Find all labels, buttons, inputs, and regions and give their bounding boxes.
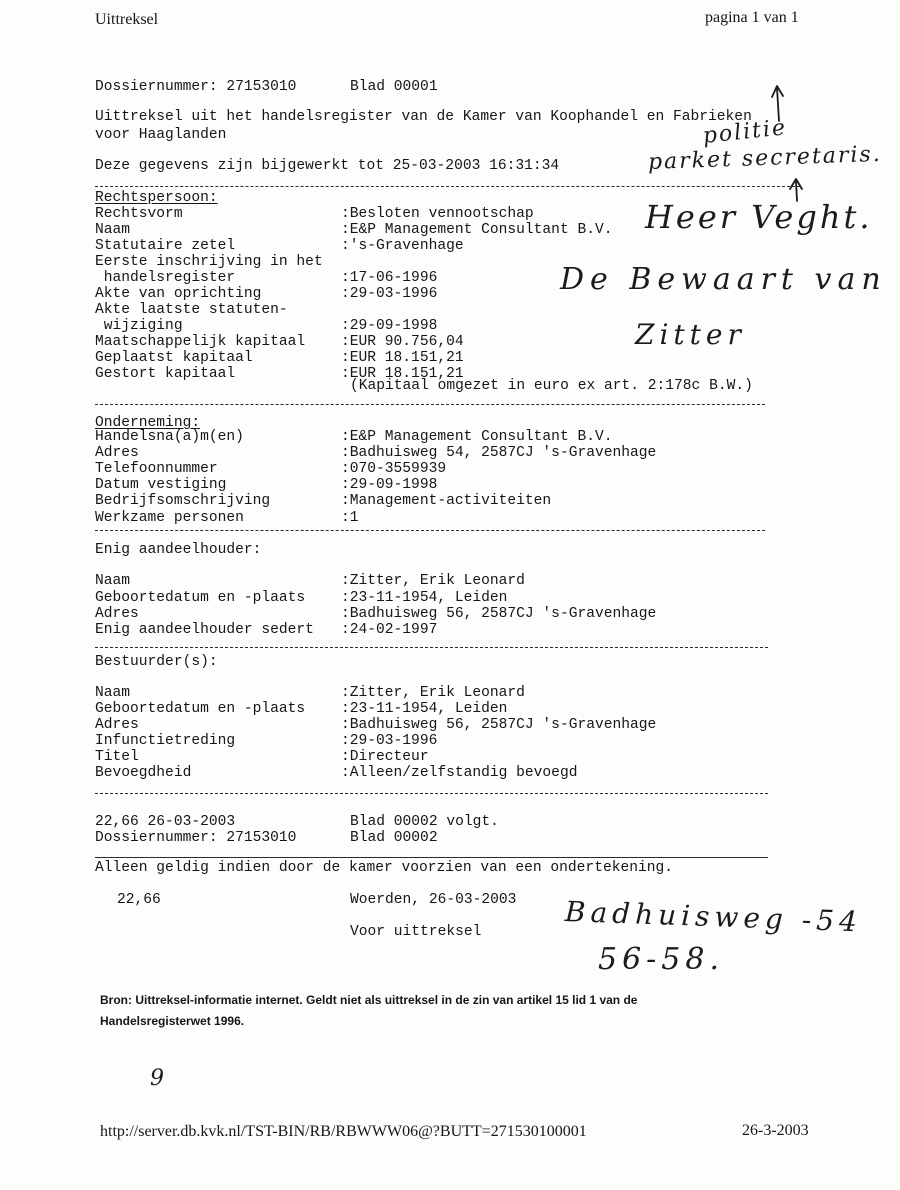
field-label: Akte laatste statuten- — [95, 302, 288, 318]
field-row — [0, 717, 900, 733]
field-label: wijziging — [95, 318, 183, 334]
place-date: Woerden, 26-03-2003 — [350, 892, 517, 908]
updated-text: Deze gegevens zijn bijgewerkt tot 25-03-2003 16:31:34 — [95, 158, 560, 174]
heading-text: Rechtspersoon: — [95, 190, 218, 206]
handwritten-note-politie: politie — [701, 115, 789, 149]
field-label: Rechtsvorm — [95, 206, 183, 222]
handwritten-note-zitter: Zitter — [635, 318, 746, 351]
print-header-title: Uittreksel — [95, 11, 159, 28]
field-value: :Directeur — [341, 749, 429, 765]
field-value: :29-03-1996 — [341, 733, 438, 749]
field-value: :24-02-1997 — [341, 622, 438, 638]
field-row — [0, 765, 900, 781]
field-value: :29-03-1996 — [341, 286, 438, 302]
field-value: :Badhuisweg 56, 2587CJ 's-Gravenhage — [341, 717, 657, 733]
handwritten-note-heer: Heer Veght. — [645, 198, 873, 236]
field-row — [0, 477, 900, 493]
field-label: Bedrijfsomschrijving — [95, 493, 271, 509]
field-row — [0, 238, 900, 254]
print-footer-date: 26-3-2003 — [742, 1122, 809, 1139]
section-heading-bestuurders — [0, 654, 900, 670]
handwritten-note-parket: parket secretaris. — [647, 141, 883, 175]
field-label: Adres — [95, 717, 139, 733]
field-row — [0, 429, 900, 445]
handwritten-page-mark: 9 — [150, 1066, 164, 1091]
field-row — [0, 334, 900, 350]
field-value: :E&P Management Consultant B.V. — [341, 429, 613, 445]
print-header-page-indicator: pagina 1 van 1 — [705, 9, 799, 26]
up-arrow-head-2 — [790, 179, 802, 189]
field-label: Naam — [95, 573, 131, 589]
extract-title-text-1: Uittreksel uit het handelsregister van de Kamer van Koophandel en Fabrieken — [95, 109, 752, 125]
heading-text: Enig aandeelhouder: — [95, 542, 262, 558]
handwritten-note-numbers: 56-58. — [598, 942, 725, 977]
extract-title-text-2: voor Haaglanden — [95, 127, 227, 143]
field-row — [0, 590, 900, 606]
field-row — [0, 733, 900, 749]
capital-note — [0, 378, 900, 394]
field-row — [0, 510, 900, 526]
field-label: Datum vestiging — [95, 477, 227, 493]
handwritten-note-address: Badhuisweg -54 — [564, 895, 863, 939]
field-value: :Badhuisweg 54, 2587CJ 's-Gravenhage — [341, 445, 657, 461]
field-row — [0, 445, 900, 461]
field-label: Eerste inschrijving in het — [95, 254, 323, 270]
section-divider — [95, 793, 768, 794]
field-label: Werkzame personen — [95, 510, 244, 526]
cost-amount: 22,66 — [117, 892, 161, 908]
field-label: Adres — [95, 606, 139, 622]
field-row — [0, 622, 900, 638]
validity-line — [0, 860, 900, 876]
field-value: :17-06-1996 — [341, 270, 438, 286]
field-value: :29-09-1998 — [341, 318, 438, 334]
signature-caption: Voor uittreksel — [350, 924, 482, 940]
field-value: :EUR 18.151,21 — [341, 350, 464, 366]
field-value: :Besloten vennootschap — [341, 206, 534, 222]
field-label: Maatschappelijk kapitaal — [95, 334, 306, 350]
dossier-line — [0, 79, 900, 95]
blad-number: Blad 00001 — [350, 79, 438, 95]
field-value: :23-11-1954, Leiden — [341, 701, 508, 717]
field-row — [0, 461, 900, 477]
blad-number: Blad 00002 — [350, 830, 438, 846]
field-label: Adres — [95, 445, 139, 461]
field-label: Gestort kapitaal — [95, 366, 236, 382]
field-label: Akte van oprichting — [95, 286, 262, 302]
field-row — [0, 701, 900, 717]
section-divider — [95, 404, 765, 405]
dossier-number: Dossiernummer: 27153010 — [95, 79, 297, 95]
field-label: Naam — [95, 222, 131, 238]
heading-text: Onderneming: — [95, 415, 201, 431]
field-label: Handelsna(a)m(en) — [95, 429, 244, 445]
field-row — [0, 493, 900, 509]
field-label: handelsregister — [95, 270, 236, 286]
field-label: Geboortedatum en -plaats — [95, 701, 306, 717]
field-value: :23-11-1954, Leiden — [341, 590, 508, 606]
field-label: Enig aandeelhouder sedert — [95, 622, 314, 638]
field-label: Geboortedatum en -plaats — [95, 590, 306, 606]
heading-text: Bestuurder(s): — [95, 654, 218, 670]
field-value: :Zitter, Erik Leonard — [341, 573, 525, 589]
next-page-notice: Blad 00002 volgt. — [350, 814, 499, 830]
source-notice-line-2: Handelsregisterwet 1996. — [100, 1014, 245, 1028]
field-row — [0, 573, 900, 589]
dossier-line-bottom — [0, 830, 900, 846]
field-row — [0, 318, 900, 334]
field-value: :Zitter, Erik Leonard — [341, 685, 525, 701]
field-label: Naam — [95, 685, 131, 701]
validity-text: Alleen geldig indien door de kamer voorzien van een ondertekening. — [95, 860, 674, 876]
field-label: Telefoonnummer — [95, 461, 218, 477]
print-footer-url: http://server.db.kvk.nl/TST-BIN/RB/RBWWW06@?BUTT=271530100001 — [100, 1123, 587, 1140]
field-label: Statutaire zetel — [95, 238, 236, 254]
capital-note-text: (Kapitaal omgezet in euro ex art. 2:178c B.W.) — [350, 378, 753, 394]
section-divider — [95, 647, 768, 648]
field-value: :'s-Gravenhage — [341, 238, 464, 254]
field-value: :EUR 18.151,21 — [341, 366, 464, 382]
section-divider — [95, 186, 800, 187]
field-label: Titel — [95, 749, 139, 765]
section-divider — [95, 857, 768, 858]
field-value: :1 — [341, 510, 359, 526]
section-divider — [95, 530, 765, 531]
source-notice-line-1: Bron: Uittreksel-informatie internet. Geldt niet als uittreksel in de zin van artikel 15 lid 1 van de — [100, 993, 638, 1007]
field-value: :EUR 90.756,04 — [341, 334, 464, 350]
section-heading-aandeelhouder — [0, 542, 900, 558]
field-value: :E&P Management Consultant B.V. — [341, 222, 613, 238]
field-row — [0, 302, 900, 318]
field-row — [0, 350, 900, 366]
dossier-number: Dossiernummer: 27153010 — [95, 830, 297, 846]
field-value: :Badhuisweg 56, 2587CJ 's-Gravenhage — [341, 606, 657, 622]
field-value: :Management-activiteiten — [341, 493, 552, 509]
field-label: Bevoegdheid — [95, 765, 192, 781]
field-row — [0, 749, 900, 765]
field-value: :Alleen/zelfstandig bevoegd — [341, 765, 578, 781]
cost-and-date: 22,66 26-03-2003 — [95, 814, 236, 830]
field-row — [0, 606, 900, 622]
field-row — [0, 685, 900, 701]
field-value: :070-3559939 — [341, 461, 447, 477]
field-label: Geplaatst kapitaal — [95, 350, 253, 366]
handwritten-note-bewaart: De Bewaart van — [560, 262, 887, 297]
field-value: :29-09-1998 — [341, 477, 438, 493]
cost-date-line — [0, 814, 900, 830]
field-label: Infunctietreding — [95, 733, 236, 749]
